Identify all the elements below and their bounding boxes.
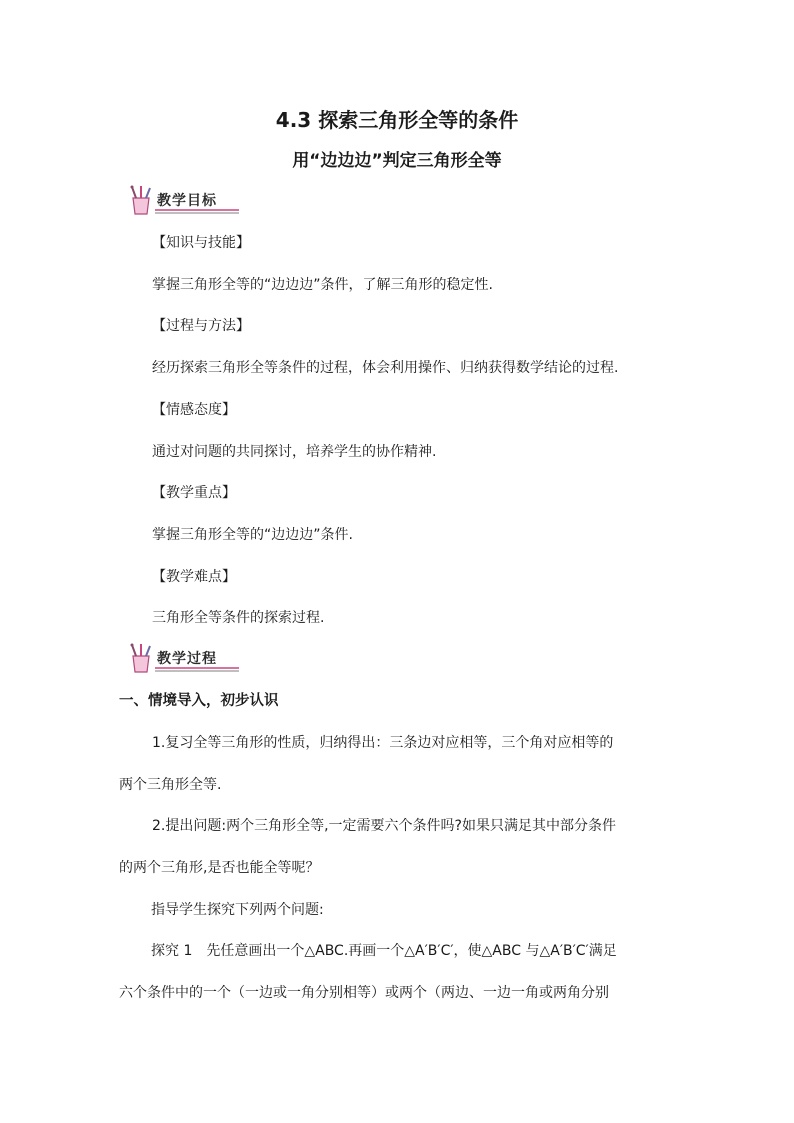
- objective-heading-attitude: 【情感态度】: [152, 402, 236, 418]
- page-title: 4.3 探索三角形全等的条件: [275, 108, 519, 132]
- paragraph-2-line-2: 的两个三角形,是否也能全等呢？: [119, 860, 320, 876]
- objectives-badge: [119, 184, 243, 218]
- paragraph-1-line-2: 两个三角形全等.: [119, 777, 222, 793]
- objective-heading-process: 【过程与方法】: [152, 318, 250, 334]
- objective-text-focus: 掌握三角形全等的“边边边”条件.: [152, 527, 353, 543]
- page-subtitle: 用“边边边”判定三角形全等: [292, 151, 502, 171]
- paragraph-3: 指导学生探究下列两个问题:: [151, 902, 324, 918]
- objective-text-process: 经历探索三角形全等条件的过程，体会利用操作、归纳获得数学结论的过程.: [152, 360, 619, 376]
- objective-heading-knowledge: 【知识与技能】: [152, 235, 250, 251]
- objective-text-difficulty: 三角形全等条件的探索过程.: [152, 610, 325, 626]
- process-badge: [119, 642, 243, 676]
- section-heading: 一、情境导入，初步认识: [119, 693, 279, 709]
- paragraph-4-line-1: 探究 1 先任意画出一个△ABC.再画一个△A′B′C′，使△ABC 与△A′B′C′满足: [151, 943, 617, 959]
- objective-text-knowledge: 掌握三角形全等的“边边边”条件，了解三角形的稳定性.: [152, 277, 493, 293]
- objectives-badge-label: 教学目标: [157, 193, 217, 209]
- paragraph-4-line-2: 六个条件中的一个（一边或一角分别相等）或两个（两边、一边一角或两角分别: [119, 985, 609, 1001]
- objective-heading-focus: 【教学重点】: [152, 485, 236, 501]
- objective-text-attitude: 通过对问题的共同探讨，培养学生的协作精神.: [152, 444, 437, 460]
- process-badge-label: 教学过程: [157, 651, 217, 667]
- paragraph-1-line-1: 1.复习全等三角形的性质，归纳得出：三条边对应相等，三个角对应相等的: [152, 735, 614, 751]
- paragraph-2-line-1: 2.提出问题:两个三角形全等,一定需要六个条件吗?如果只满足其中部分条件: [152, 818, 616, 834]
- objective-heading-difficulty: 【教学难点】: [152, 569, 236, 585]
